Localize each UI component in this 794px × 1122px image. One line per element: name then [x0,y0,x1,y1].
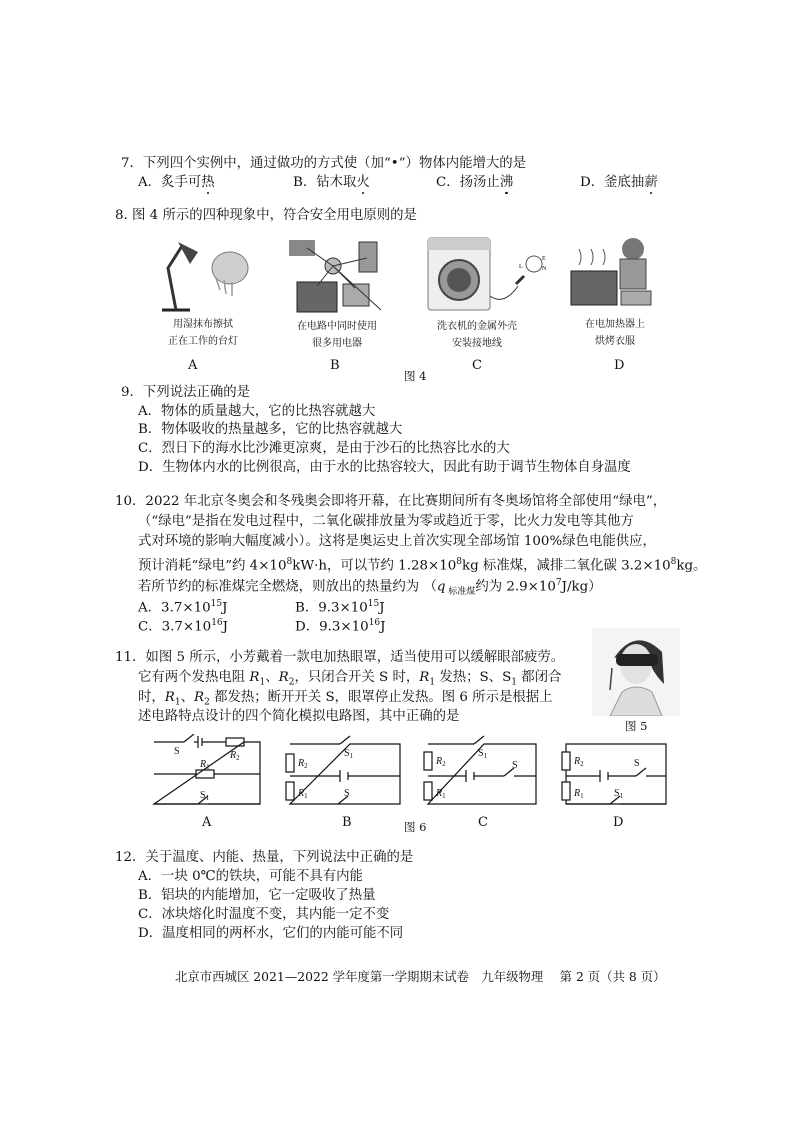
figure-4b-appliances-illustration [285,236,390,318]
circuit-c-letter: C [478,815,488,830]
washer-panel [428,238,490,250]
label-b-s: S [344,788,350,799]
lamp-arm [168,246,182,310]
q9-option-c: C．烈日下的海水比沙滩更凉爽，是由于沙石的比热容比水的大 [138,441,510,456]
hand-with-cloth [212,252,248,284]
label-c-s1: $S_1$ [478,748,488,760]
plug-label-e: E [542,256,546,262]
q9-option-d: D．生物体内水的比例很高，由于水的比热容较大，因此有助于调节生物体自身温度 [138,460,631,475]
q9-option-a: A．物体的质量越大，它的比热容就越大 [138,404,376,419]
q11-line-3: 时，$R_1$、$R_2$ 都发热；断开开关 S，眼罩停止发热。图 6 所示是根据上 [138,690,553,708]
figure-4c-washer-illustration [420,236,550,314]
person-head [622,238,644,260]
plug [516,276,524,284]
q8-stem: 8. 图 4 所示的四种现象中，符合安全用电原则的是 [115,208,417,223]
figure-4d-heater-illustration [565,235,665,313]
q9-stem: 9．下列说法正确的是 [121,385,251,400]
q7-option-b: B．钻木取火 [293,175,370,190]
q12-option-b: B．铝块的内能增加，它一定吸收了热量 [138,888,376,903]
q11-line-1: 11．如图 5 所示，小芳戴着一款电加热眼罩，适当使用可以缓解眼部疲劳。 [115,650,565,665]
figure-4c-letter: C [472,358,482,373]
q10-line-5: 若所节约的标准煤完全燃烧，则放出的热量约为 （q $_{标准煤}$约为 $2.9\times 10^7J/kg$） [138,578,602,598]
circuit-a-letter: A [202,815,212,830]
eye-mask [616,654,658,666]
circuit-d-resistor-r1 [562,782,570,800]
figure-6-label: 图 6 [404,820,427,834]
circuit-d-battery [600,770,608,782]
q12-stem: 12．关于温度、内能、热量，下列说法中正确的是 [115,850,414,865]
label-a-s1: $S_1$ [200,790,210,802]
wall-outlet [526,256,542,272]
q7-stem: 7．下列四个实例中，通过做功的方式使（加“•”）物体内能增大的是 [121,156,527,171]
q10-line-1: 10．2022 年北京冬奥会和冬残奥会即将开幕，在比赛期间所有冬奥场馆将全部使用“绿电”， [115,494,667,509]
circuit-d-switch-s [636,768,646,776]
figure-4d-caption: 在电加热器上 烘烤衣服 [585,319,645,347]
circuit-b-letter: B [342,815,352,830]
q7-option-d: D．釜底抽薪 [580,175,658,190]
circuit-d-resistor-r2 [562,752,570,770]
circuit-a-resistor-r2 [226,738,244,746]
label-b-s1: $S_1$ [344,748,354,760]
circuit-b-switch-s1 [340,736,350,744]
q7-option-a: A．炙手可热 [138,175,215,190]
label-d-s1: $S_1$ [614,788,624,800]
q10-option-c: C．$3.7\times 10^{16}J$ [138,618,229,635]
q10-option-a: A．$3.7\times 10^{15}J$ [138,599,228,616]
circuit-b-resistor-r1 [286,782,294,800]
circuit-b-resistor-r2 [286,754,294,772]
q10-line-3: 式对环境的影响大幅度减小）。这将是奥运史上首次实现全部场馆 100%绿色电能供应， [138,534,656,549]
q11-line-2: 它有两个发热电阻 $R_1$、$R_2$，只闭合开关 S 时，$R_1$ 发热；S、$S_1$ 都闭合 [138,670,562,688]
heater-with-clothes [571,271,617,305]
circuit-d-letter: D [613,815,624,830]
q11-line-4: 述电路特点设计的四个简化模拟电路图，其中正确的是 [138,709,460,724]
circuit-a-resistor-r1 [196,770,214,778]
q10-line-4: 预计消耗“绿电”约 $4\times 10^8kW\cdot h$，可以节约 $1.28\times 10^8kg$ 标准煤，减排二氧化碳 $3.2\times 10^8kg$。 [138,557,707,574]
label-d-r2: $R_2$ [574,756,584,768]
q12-option-a: A．一块 0℃的铁块，可能不具有内能 [138,869,363,884]
label-d-r1: $R_1$ [574,788,584,800]
figure-4a-caption: 用湿抹布擦拭 正在工作的台灯 [168,319,238,347]
stool [621,291,651,305]
q10-line-2: （“绿电”是指在发电过程中，二氧化碳排放量为零或趋近于零，比火力发电等其他方 [138,514,634,529]
circuit-b-battery [340,770,348,782]
label-b-r2: $R_2$ [298,758,308,770]
plug-label-l: L [519,264,523,270]
refrigerator [359,242,377,272]
circuit-c-resistor-r2 [424,752,432,770]
q12-option-c: C．冰块熔化时温度不变，其内能一定不变 [138,907,390,922]
figure-5-eye-mask-illustration [592,628,680,716]
television [297,282,337,312]
q12-option-d: D．温度相同的两杯水，它们的内能可能不同 [138,926,404,941]
circuit-a-battery [198,736,202,748]
q7-option-c: C．扬汤止沸 [436,175,514,190]
circuit-c-resistor-r1 [424,782,432,800]
lamp-shade [178,242,198,264]
person-body [620,259,646,289]
label-c-r1: $R_1$ [436,788,446,800]
figure-6-circuits [148,734,668,814]
figure-4d-letter: D [614,358,625,373]
label-b-r1: $R_1$ [298,788,308,800]
circuit-a-switch-s [184,734,194,742]
heat-waves [579,249,605,265]
label-a-s: S [174,746,180,757]
figure-4b-letter: B [330,358,340,373]
figure-4a-lamp-illustration [150,238,260,316]
circuit-c-switch-s1 [474,736,484,744]
q10-option-d: D．$9.3\times 10^{16}J$ [295,618,386,635]
figure-4b-caption: 在电路中同时使用 很多用电器 [297,321,377,349]
power-cord [490,286,518,299]
figure-4a-letter: A [188,358,198,373]
label-a-r2: $R_2$ [230,750,240,762]
label-a-r1: $R_1$ [200,759,210,771]
label-c-s: S [512,760,518,771]
washer-drum [447,268,471,292]
radio [289,240,315,256]
q9-option-b: B．物体吸收的热量越多，它的比热容就越大 [138,422,403,437]
plug-label-n: N [542,266,547,272]
page-footer: 北京市西城区 2021—2022 学年度第一学期期末试卷 九年级物理 第 2 页（共 8 页） [175,969,666,984]
label-d-s: S [634,758,640,769]
circuit-c-battery [466,770,474,782]
figure-5-label: 图 5 [625,719,648,733]
figure-4c-caption: 洗衣机的金属外壳 安装接地线 [437,321,517,349]
figure-4-label: 图 4 [404,369,427,383]
q10-option-b: B．$9.3\times 10^{15}J$ [295,599,385,616]
label-c-r2: $R_2$ [436,756,446,768]
